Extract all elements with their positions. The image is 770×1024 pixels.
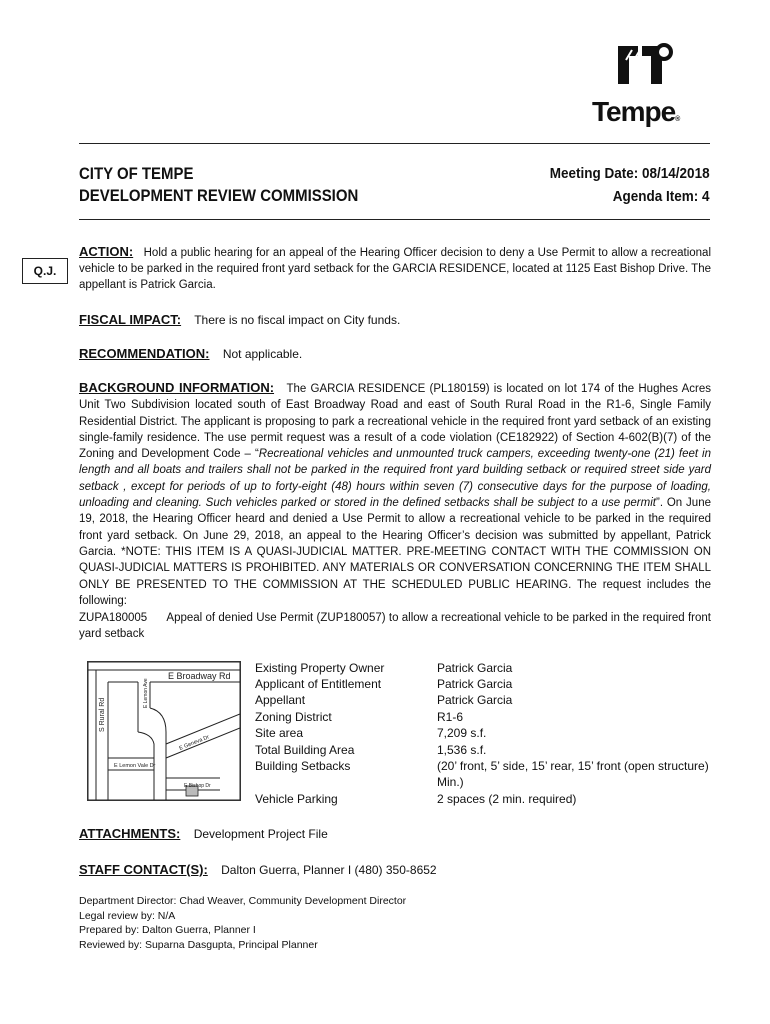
map-label-lemon-vale: E Lemon Vale Dr <box>114 763 156 769</box>
header-city: CITY OF TEMPE <box>79 164 194 183</box>
fact-value: R1-6 <box>437 710 464 724</box>
action-text: Hold a public hearing for an appeal of the Hearing Officer decision to deny a Use Permit to allow a recreational vehicle to be parked in the required front yard setback for the GARCIA RESIDENCE, located at 1125 East Bishop Drive. The appellant is Patrick Garcia. <box>79 247 712 292</box>
fiscal-label: FISCAL IMPACT: <box>79 312 182 327</box>
logo-wordmark: Tempe® <box>592 96 680 127</box>
fact-label: Total Building Area <box>255 743 355 757</box>
recommendation-text: Not applicable. <box>222 347 303 361</box>
staff-contact-section <box>79 862 437 877</box>
header-rule-bottom <box>79 219 710 220</box>
fact-label: Existing Property Owner <box>255 661 385 675</box>
fact-label: Building Setbacks <box>255 759 351 773</box>
staff-contact-text: Dalton Guerra, Planner I (480) 350-8652 <box>221 863 437 877</box>
background-text-1: The GARCIA RESIDENCE (PL180159) is located on lot 174 of the Hughes Acres Unit Two Subdivision located south of East Broadway Road and east of South Rural Road in the R1-6, Single Family Residential District. The applicant is proposing to park a recreational vehicle in the required front yard setback of an existing single-family residence. The use permit request was a result of a code violation (CE182922) of Section 4-602(B)(7) of the Zoning and Development Code – “ <box>79 383 711 461</box>
review-footer <box>79 894 406 952</box>
header-commission: DEVELOPMENT REVIEW COMMISSION <box>79 186 359 205</box>
header-rule-top <box>79 143 710 144</box>
fact-label: Appellant <box>255 693 306 707</box>
fact-value: 2 spaces (2 min. required) <box>437 792 577 806</box>
footer-line: Reviewed by: Suparna Dasgupta, Principal Planner <box>79 938 318 951</box>
footer-line: Legal review by: N/A <box>79 909 176 922</box>
fact-label: Zoning District <box>255 710 332 724</box>
recommendation-section <box>79 346 302 361</box>
attachments-section <box>79 826 328 841</box>
recommendation-label: RECOMMENDATION: <box>79 346 210 361</box>
fact-value: 1,536 s.f. <box>437 743 487 757</box>
action-label: ACTION: <box>79 244 134 259</box>
map-label-geneva: E Geneva Dr <box>178 734 211 752</box>
fact-label: Site area <box>255 726 304 740</box>
map-label-broadway: E Broadway Rd <box>168 671 231 681</box>
vicinity-map <box>87 661 241 801</box>
fact-value: Patrick Garcia <box>437 693 513 707</box>
action-section <box>79 244 711 294</box>
attachments-label: ATTACHMENTS: <box>79 826 181 841</box>
map-label-bishop: E Bishop Dr <box>184 783 211 789</box>
request-code: ZUPA180005 <box>79 612 148 624</box>
fact-value: (20’ front, 5’ side, 15’ rear, 15’ front (open structure) Min.) <box>437 759 709 790</box>
footer-line: Department Director: Chad Weaver, Community Development Director <box>79 895 407 907</box>
footer-line: Prepared by: Dalton Guerra, Planner I <box>79 924 256 936</box>
fact-label: Applicant of Entitlement <box>255 677 382 691</box>
map-label-rural: S Rural Rd <box>99 697 106 732</box>
quasi-judicial-badge: Q.J. <box>22 258 68 284</box>
background-quote: Recreational vehicles and unmounted truck campers, exceeding twenty-one (21) feet in length and all boats and trailers shall not be parked in the required front yard building setback or required street side yard setback , except for periods of up to forty-eight (48) hours within seven (7) consecutive days for the purpose of loading, unloading and cleaning. Such vehicles parked or stored in the defined setbacks shall be subject to a use permit <box>79 448 711 510</box>
fact-value: Patrick Garcia <box>437 661 513 675</box>
fact-label: Vehicle Parking <box>255 792 338 806</box>
fact-value: Patrick Garcia <box>437 677 513 691</box>
request-section <box>79 610 711 642</box>
fact-value: 7,209 s.f. <box>437 726 487 740</box>
background-text-2: ”. On June 19, 2018, the Hearing Officer heard and denied a Use Permit to allow a recreational vehicle to be parked in the required front yard setback. On June 29, 2018, an appeal to the Hearing Officer’s decision was submitted by appellant, Patrick Garcia. *NOTE: THIS ITEM IS A QUASI-JUDICIAL MATTER. PRE-MEETING CONTACT WITH THE COMMISSION ON QUASI-JUDICIAL MATTERS IS PROHIBITED. ANY MATERIALS OR CONVERSATION CONCERNING THE ITEM SHALL ONLY BE PRESENTED TO THE COMMISSION AT THE SCHEDULED PUBLIC HEARING. The request includes the following: <box>79 497 711 607</box>
request-text: Appeal of denied Use Permit (ZUP180057) to allow a recreational vehicle to be parked in the required front yard setback <box>79 612 711 641</box>
staff-contact-label: STAFF CONTACT(S): <box>79 862 208 877</box>
agenda-item: Agenda Item: 4 <box>613 188 710 205</box>
background-section <box>79 380 711 609</box>
fiscal-text: There is no fiscal impact on City funds. <box>194 313 401 327</box>
fiscal-section <box>79 312 400 327</box>
meeting-date: Meeting Date: 08/14/2018 <box>550 165 710 182</box>
background-label: BACKGROUND INFORMATION: <box>79 380 275 395</box>
map-label-lemon-ave: E Lemon Ave <box>143 678 149 708</box>
attachments-text: Development Project File <box>193 827 328 841</box>
